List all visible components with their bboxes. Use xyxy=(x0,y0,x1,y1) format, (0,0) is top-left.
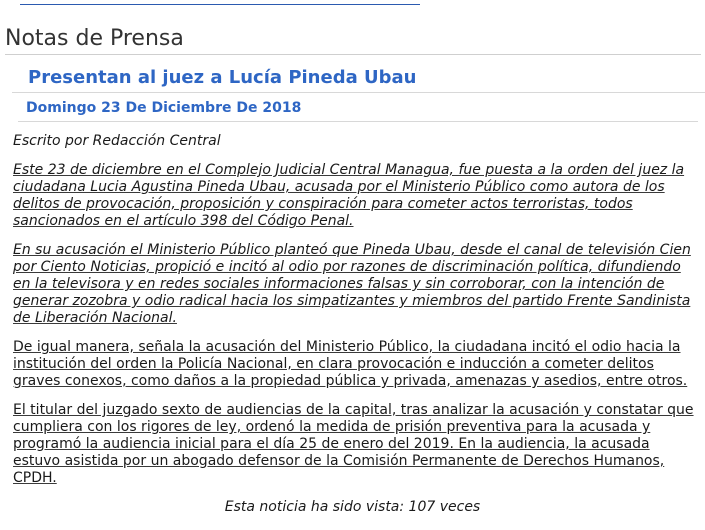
article-date: Domingo 23 De Diciembre De 2018 xyxy=(26,100,302,116)
view-count: Esta noticia ha sido vista: 107 veces xyxy=(224,499,481,515)
article-title-link[interactable]: Presentan al juez a Lucía Pineda Ubau xyxy=(28,67,417,88)
top-divider xyxy=(20,4,420,5)
section-title: Notas de Prensa xyxy=(5,26,184,51)
article-paragraph-4: El titular del juzgado sexto de audiencias de la capital, tras analizar la acusación y constatar que cumpliera con los rigores de ley, ordenó la medida de prisión preventiva para la acusada y programó la audiencia inicial para el día 25 de enero del 2019. En la audiencia, la acusada estuvo asistida por un abogado defensor de la Comisión Permanente de Derechos Humanos, CPDH. xyxy=(13,402,694,486)
top-strip xyxy=(0,0,705,6)
article-paragraph-2: En su acusación el Ministerio Público planteó que Pineda Ubau, desde el canal de televisión Cien por Ciento Noticias, propició e incitó al odio por razones de discriminación política, difundiendo en la televisora y en redes sociales informaciones falsas y sin corroborar, con la intención de generar zozobra y odio radical hacia los simpatizantes y miembros del partido Frente Sandinista de Liberación Nacional. xyxy=(13,242,691,326)
article-byline: Escrito por Redacción Central xyxy=(13,133,221,149)
section-header xyxy=(5,26,701,55)
article-body xyxy=(13,133,695,499)
article-paragraph-1: Este 23 de diciembre en el Complejo Judicial Central Managua, fue puesta a la orden del juez la ciudadana Lucia Agustina Pineda Ubau, acusada por el Ministerio Público como autora de los delitos de provocación, proposición y conspiración para cometer actos terroristas, todos sancionados en el artículo 398 del Código Penal. xyxy=(13,162,685,229)
article-title-bar xyxy=(12,66,705,93)
article-paragraph-3: De igual manera, señala la acusación del Ministerio Público, la ciudadana incitó el odio hacia la institución del orden la Policía Nacional, en clara provocación e inducción a cometer delitos graves conexos, como daños a la propiedad pública y privada, amenazas y asedios, entre otros. xyxy=(13,339,688,389)
article-date-bar xyxy=(18,97,698,122)
